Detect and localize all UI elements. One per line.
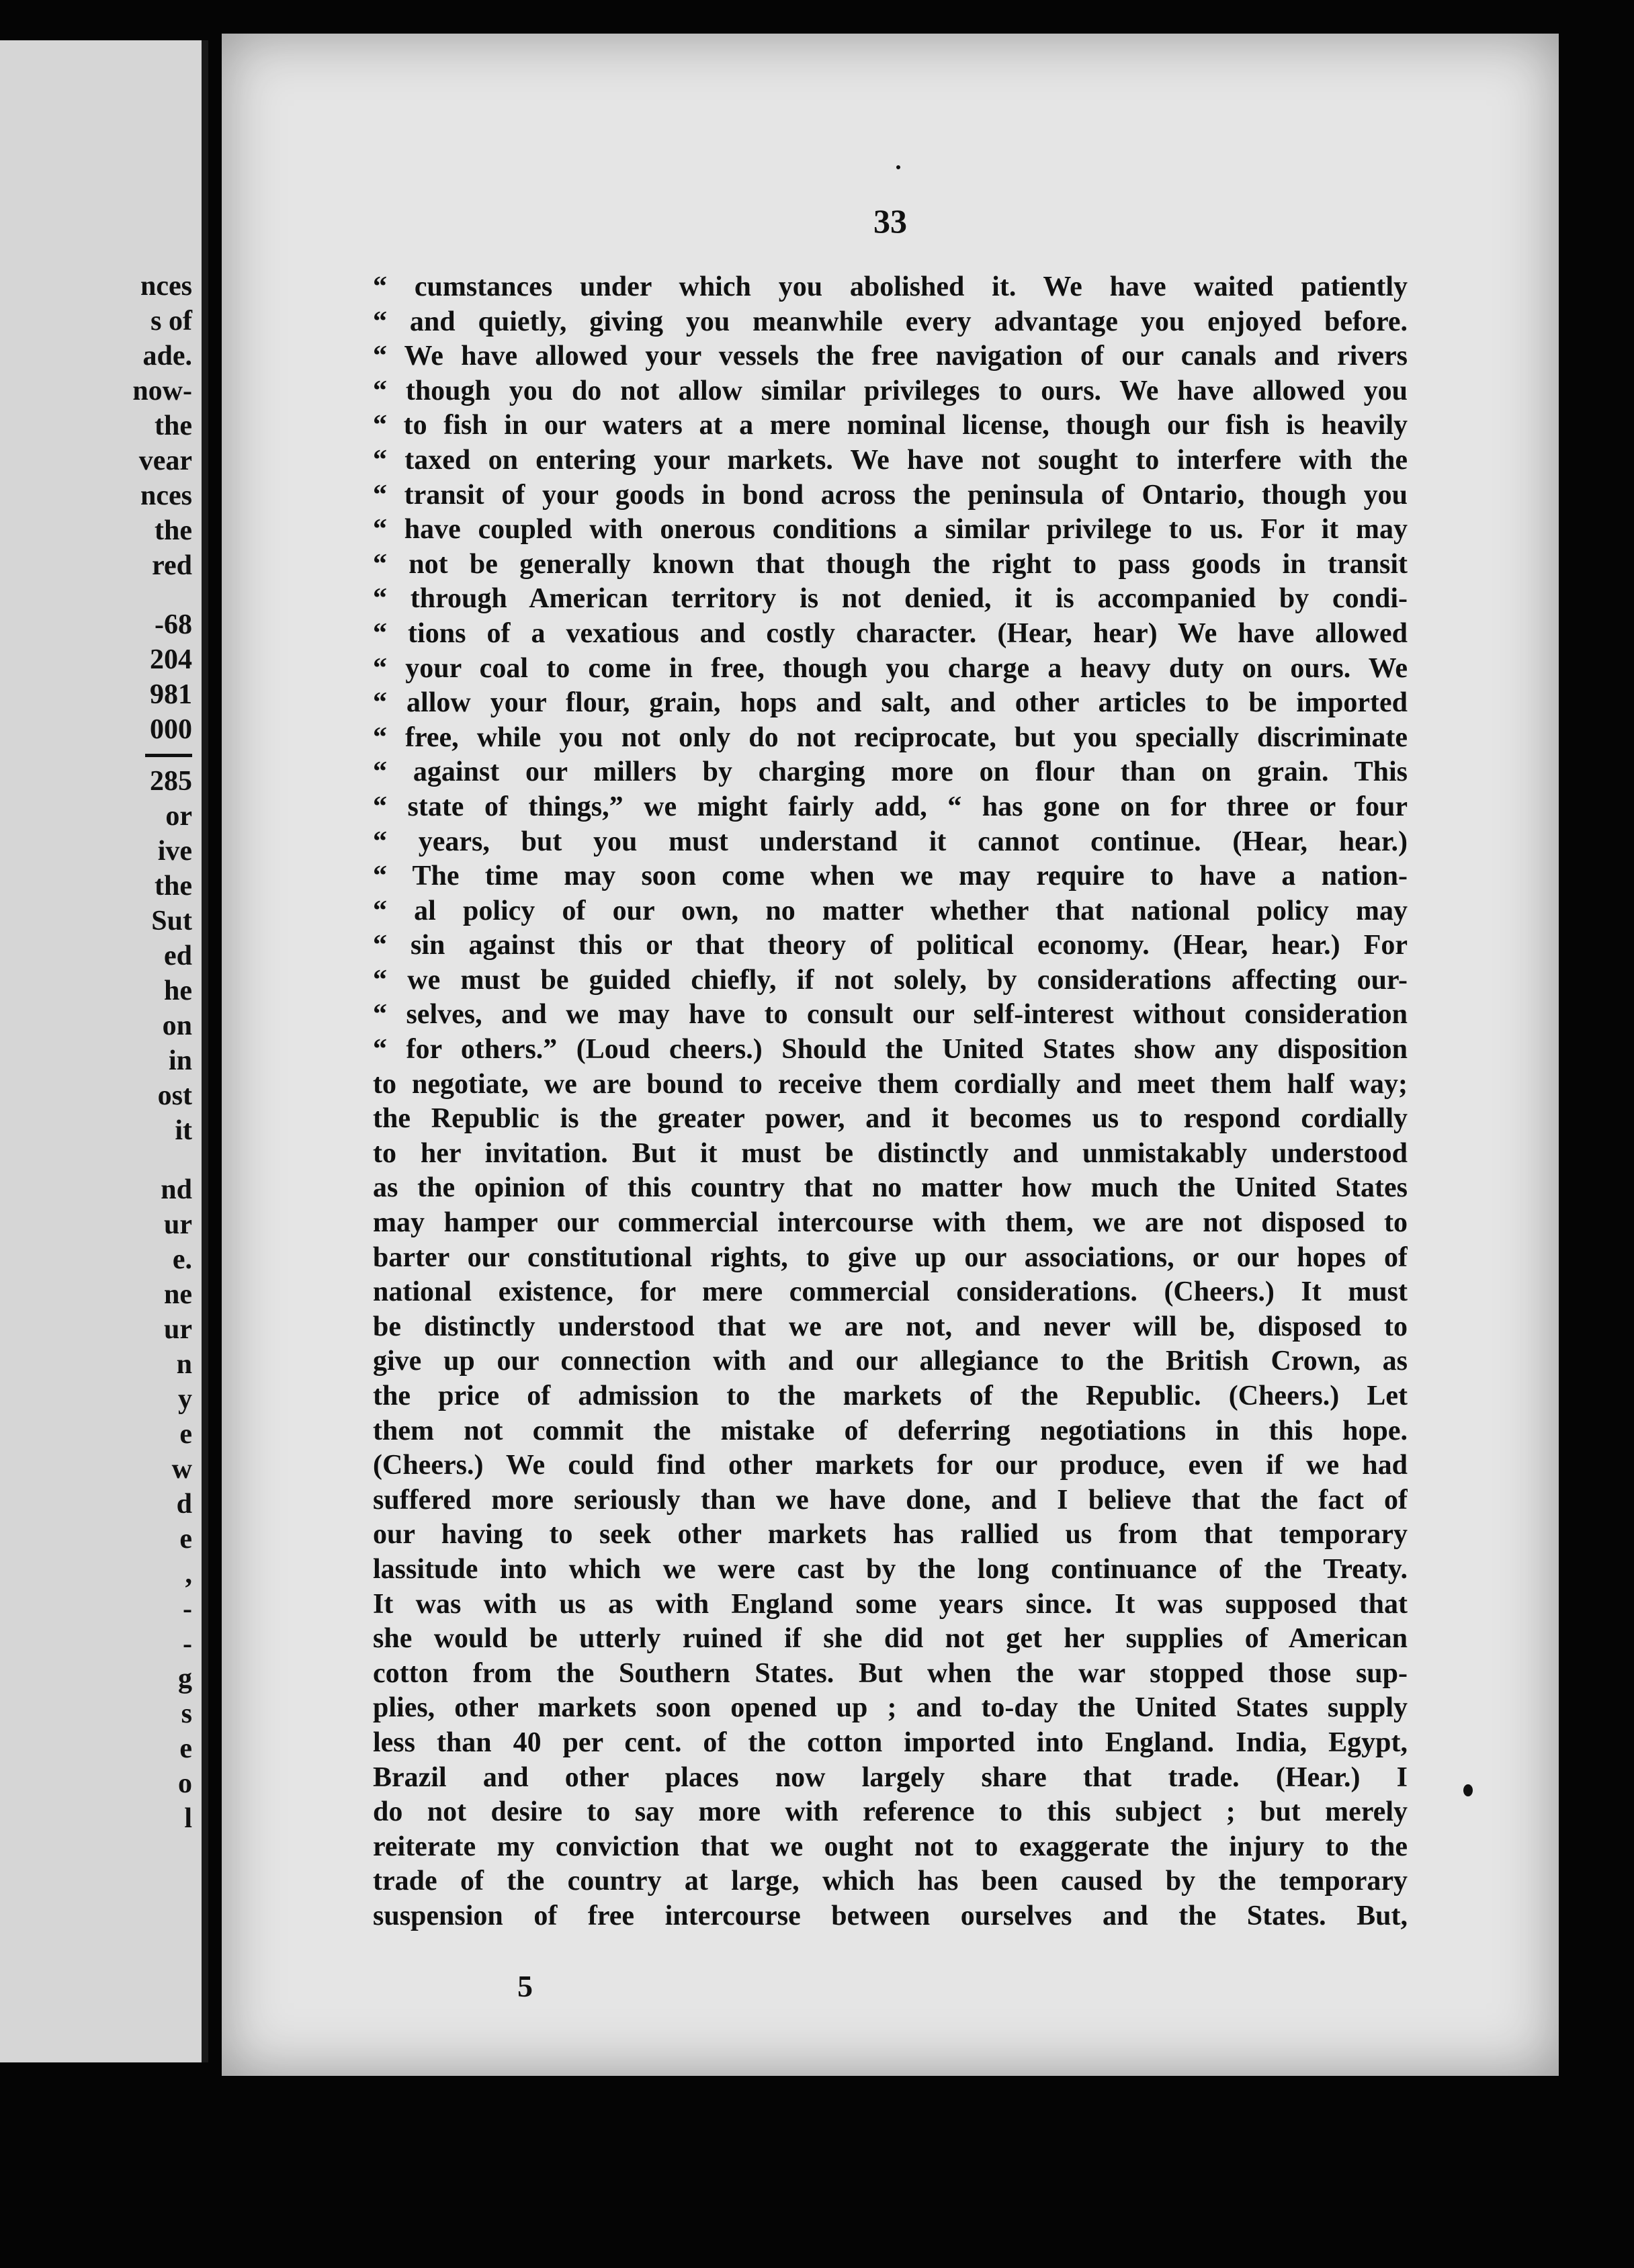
text-line: “ have coupled with onerous conditions a similar privilege to us. For it may bbox=[373, 514, 1408, 546]
fragment-line: it bbox=[175, 1115, 192, 1146]
fragment-line: ur bbox=[164, 1209, 192, 1240]
text-line: “ The time may soon come when we may require to have a nation- bbox=[373, 861, 1408, 892]
body-text bbox=[373, 270, 1408, 1934]
text-line: “ against our millers by charging more on flour than on grain. This bbox=[373, 756, 1408, 788]
fragment-line: he bbox=[164, 975, 192, 1006]
text-line: suspension of free intercourse between ourselves and the States. But, bbox=[373, 1900, 1408, 1931]
fragment-line: e bbox=[179, 1733, 192, 1764]
fragment-line: nd bbox=[161, 1174, 192, 1205]
dust-speck bbox=[896, 165, 900, 169]
fragment-line: o bbox=[178, 1768, 192, 1799]
fragment-line: s of bbox=[150, 306, 192, 337]
fragment-line: e bbox=[179, 1419, 192, 1450]
facing-page bbox=[0, 40, 208, 2062]
signature-mark: 5 bbox=[517, 1969, 533, 2003]
fragment-line: ne bbox=[164, 1279, 192, 1310]
text-line: them not commit the mistake of deferring negotiations in this hope. bbox=[373, 1415, 1408, 1446]
text-line: “ for others.” (Loud cheers.) Should the United States show any disposition bbox=[373, 1034, 1408, 1065]
text-line: the price of admission to the markets of the Republic. (Cheers.) Let bbox=[373, 1381, 1408, 1411]
text-line: reiterate my conviction that we ought not to exaggerate the injury to the bbox=[373, 1831, 1408, 1862]
fragment-line: - bbox=[183, 1594, 192, 1624]
text-line: “ tions of a vexatious and costly character. (Hear, hear) We have allowed bbox=[373, 617, 1408, 649]
text-line: “ your coal to come in free, though you charge a heavy duty on ours. We bbox=[373, 652, 1408, 684]
text-line: “ cumstances under which you abolished it. We have waited patiently bbox=[373, 271, 1408, 302]
text-line: cotton from the Southern States. But when the war stopped those sup- bbox=[373, 1657, 1408, 1689]
fragment-line: 000 bbox=[150, 714, 192, 745]
text-line: less than 40 per cent. of the cotton imported into England. India, Egypt, bbox=[373, 1727, 1408, 1758]
fragment-line: y bbox=[178, 1384, 192, 1415]
fragment-line: vear bbox=[138, 445, 192, 476]
text-line: plies, other markets soon opened up ; and to-day the United States supply bbox=[373, 1692, 1408, 1724]
text-line: do not desire to say more with reference to this subject ; but merely bbox=[373, 1796, 1408, 1828]
fragment-line: l bbox=[184, 1803, 192, 1834]
fragment-line: -68 bbox=[155, 609, 192, 640]
facing-page-text bbox=[132, 269, 192, 1836]
text-line: “ free, while you not only do not reciprocate, but you specially discriminate bbox=[373, 722, 1408, 753]
text-line: “ transit of your goods in bond across the peninsula of Ontario, though you bbox=[373, 479, 1408, 511]
fragment-line: ost bbox=[157, 1080, 192, 1111]
text-line: “ state of things,” we might fairly add, “ has gone on for three or four bbox=[373, 791, 1408, 822]
text-line: (Cheers.) We could find other markets for our produce, even if we had bbox=[373, 1450, 1408, 1481]
fragment-line: on bbox=[162, 1010, 192, 1041]
text-line: “ we must be guided chiefly, if not solely, by considerations affecting our- bbox=[373, 964, 1408, 996]
fragment-line: e bbox=[179, 1524, 192, 1555]
fragment-line: or bbox=[165, 801, 192, 832]
fragment-line: d bbox=[176, 1489, 192, 1520]
fragment-line: ed bbox=[164, 941, 192, 971]
text-line: give up our connection with and our allegiance to the British Crown, as bbox=[373, 1346, 1408, 1377]
fragment-line: , bbox=[185, 1559, 192, 1589]
text-line: “ taxed on entering your markets. We have not sought to interfere with the bbox=[373, 444, 1408, 476]
text-line: may hamper our commercial intercourse with them, we are not disposed to bbox=[373, 1207, 1408, 1239]
text-line: national existence, for mere commercial considerations. (Cheers.) It must bbox=[373, 1276, 1408, 1308]
text-line: suffered more seriously than we have done, and I believe that the fact of bbox=[373, 1484, 1408, 1516]
fragment-line: the bbox=[155, 410, 192, 441]
text-line: “ selves, and we may have to consult our self-interest without consideration bbox=[373, 999, 1408, 1031]
fragment-line: - bbox=[183, 1628, 192, 1659]
fragment-line: red bbox=[152, 550, 192, 581]
page-number: 33 bbox=[873, 202, 907, 240]
text-line: “ al policy of our own, no matter whether that national policy may bbox=[373, 895, 1408, 926]
fragment-line: ur bbox=[164, 1314, 192, 1345]
text-line: It was with us as with England some years since. It was supposed that bbox=[373, 1588, 1408, 1620]
fragment-line: 285 bbox=[150, 766, 192, 797]
text-line: “ and quietly, giving you meanwhile every advantage you enjoyed before. bbox=[373, 306, 1408, 337]
text-line: Brazil and other places now largely share that trade. (Hear.) I bbox=[373, 1761, 1408, 1793]
text-line: be distinctly understood that we are not, and never will be, disposed to bbox=[373, 1311, 1408, 1342]
text-line: “ though you do not allow similar privileges to ours. We have allowed you bbox=[373, 375, 1408, 406]
text-line: “ years, but you must understand it cannot continue. (Hear, hear.) bbox=[373, 826, 1408, 857]
text-line: “ allow your flour, grain, hops and salt, and other articles to be imported bbox=[373, 687, 1408, 719]
fragment-line: ive bbox=[157, 836, 192, 867]
fragment-line: nces bbox=[140, 480, 192, 511]
text-line: she would be utterly ruined if she did not get her supplies of American bbox=[373, 1623, 1408, 1655]
fragment-line: g bbox=[178, 1663, 192, 1694]
text-line: to negotiate, we are bound to receive them cordially and meet them half way; bbox=[373, 1068, 1408, 1100]
text-line: barter our constitutional rights, to give up our associations, or our hopes of bbox=[373, 1241, 1408, 1273]
fragment-line: ade. bbox=[142, 341, 192, 372]
text-line: “ not be generally known that though the right to pass goods in transit bbox=[373, 548, 1408, 580]
dust-speck bbox=[1463, 1784, 1473, 1796]
fragment-line: in bbox=[168, 1045, 192, 1076]
fragment-line: s bbox=[181, 1698, 192, 1729]
fragment-line: w bbox=[171, 1454, 192, 1485]
fragment-line: n bbox=[176, 1349, 192, 1380]
document-page bbox=[222, 34, 1559, 2076]
fragment-line: 204 bbox=[150, 644, 192, 675]
fragment-line: the bbox=[155, 515, 192, 546]
fragment-rule bbox=[145, 754, 192, 757]
text-line: “ We have allowed your vessels the free navigation of our canals and rivers bbox=[373, 341, 1408, 372]
text-line: “ to fish in our waters at a mere nominal license, though our fish is heavily bbox=[373, 410, 1408, 441]
fragment-line: nces bbox=[140, 271, 192, 302]
text-line: “ through American territory is not denied, it is accompanied by condi- bbox=[373, 583, 1408, 615]
text-line: to her invitation. But it must be distinctly and unmistakably understood bbox=[373, 1137, 1408, 1169]
text-line: our having to seek other markets has rallied us from that temporary bbox=[373, 1519, 1408, 1551]
fragment-line: e. bbox=[172, 1244, 192, 1275]
fragment-line: Sut bbox=[151, 906, 192, 936]
text-line: the Republic is the greater power, and it becomes us to respond cordially bbox=[373, 1103, 1408, 1135]
fragment-line: 981 bbox=[150, 679, 192, 710]
text-line: trade of the country at large, which has been caused by the temporary bbox=[373, 1866, 1408, 1897]
fragment-line: now- bbox=[132, 376, 192, 406]
fragment-line: the bbox=[155, 871, 192, 902]
text-line: lassitude into which we were cast by the long continuance of the Treaty. bbox=[373, 1553, 1408, 1585]
text-line: “ sin against this or that theory of political economy. (Hear, hear.) For bbox=[373, 930, 1408, 961]
text-line: as the opinion of this country that no matter how much the United States bbox=[373, 1172, 1408, 1204]
